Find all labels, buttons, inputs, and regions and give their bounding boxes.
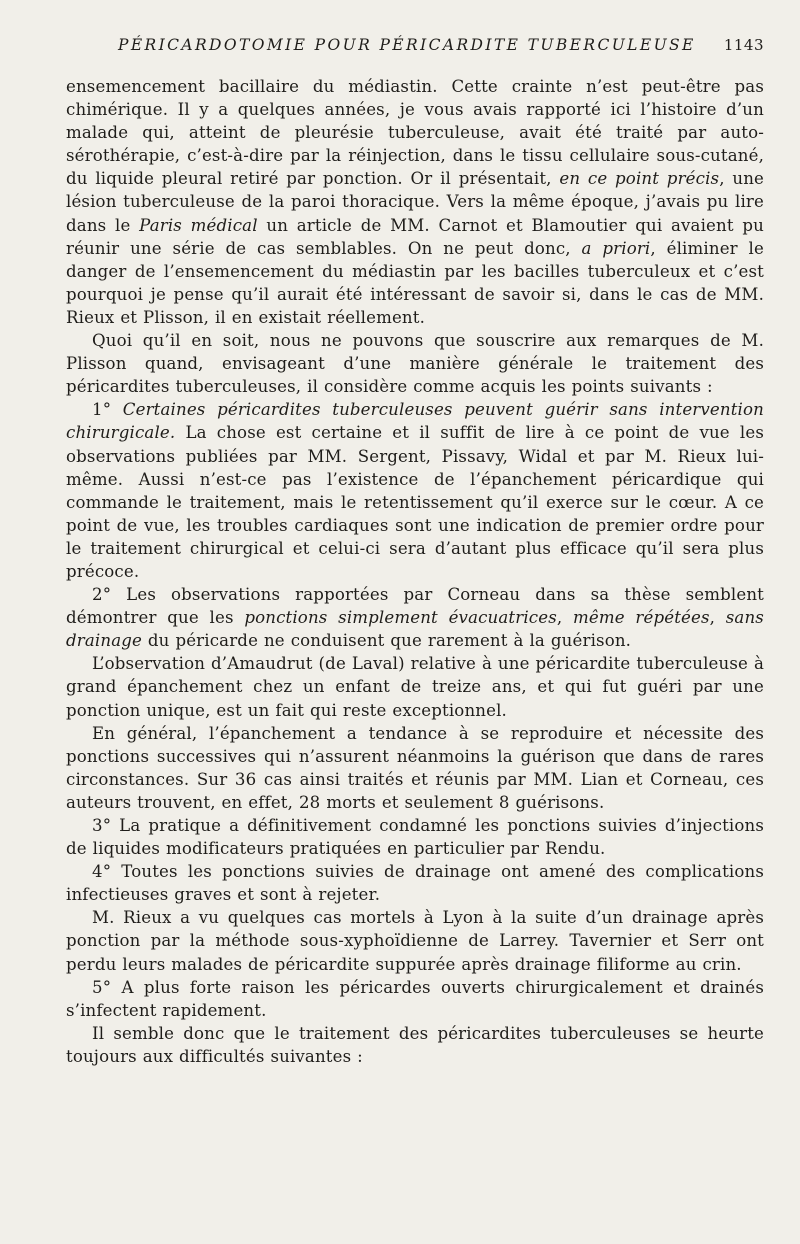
text-run: La chose est certaine et il suffit de lire à ce point de vue les observations publiées par MM. Sergent, Pissavy, Widal et par M. Rieux lui-même. Aussi n’est-ce pas l’existence de l’épanchement péricardique qui commande le traitement, mais le retentissement qu’il exerce sur le cœur. A ce point de vue, les troubles cardiaques sont une indication de premier ordre pour le traitement chirurgical et celui-ci sera d’autant plus efficace qu’il sera plus précoce. xyxy=(66,423,764,581)
italic-text: sans drainage xyxy=(66,608,764,651)
paragraph xyxy=(66,398,764,583)
page-number: 1143 xyxy=(723,36,764,54)
running-title: PÉRICARDOTOMIE POUR PÉRICARDITE TUBERCULEUSE xyxy=(118,36,696,54)
text-run: , éliminer le danger de l’ensemencement du médiastin par les bacilles tuberculeux et c’est pourquoi je pense qu’il aurait été intéressant de savoir si, dans le cas de MM. Rieux et Plisson, il en existait réellement. xyxy=(66,238,764,327)
paragraph xyxy=(66,652,764,721)
italic-text: Paris médical xyxy=(139,215,258,235)
paragraph xyxy=(66,583,764,652)
text-run: 2° Les observations rapportées par Corneau dans sa thèse semblent démontrer que les xyxy=(66,585,764,628)
running-head xyxy=(66,36,764,62)
text-run: , xyxy=(709,608,726,628)
italic-text: ponctions simplement évacuatrices xyxy=(244,608,557,628)
text-run: du péricarde ne conduisent que rarement à la guérison. xyxy=(141,631,632,651)
paragraph xyxy=(66,329,764,398)
text-run: En général, l’épanchement a tendance à se reproduire et nécessite des ponctions successives qui n’assurent néanmoins la guérison que dans de rares circonstances. Sur 36 cas ainsi traités et réunis par MM. Lian et Corneau, ces auteurs trouvent, en effet, 28 morts et seulement 8 guérisons. xyxy=(66,723,764,812)
italic-text: Certaines péricardites tuberculeuses peuvent guérir sans intervention chirurgicale. xyxy=(66,400,764,443)
text-run: 1° xyxy=(92,400,123,420)
text-run: 5° A plus forte raison les péricardes ouverts chirurgicalement et drainés s’infectent rapidement. xyxy=(66,977,764,1020)
text-run: 3° La pratique a définitivement condamné les ponctions suivies d’injections de liquides modificateurs pratiquées en particulier par Rendu. xyxy=(66,816,764,859)
text-run: ensemencement bacillaire du médiastin. Cette crainte n’est peut-être pas chimérique. Il y a quelques années, je vous avais rapporté ici l’histoire d’un malade qui, atteint de pleurésie tuberculeuse, avait été traité par auto-sérothérapie, c’est-à-dire par la réinjection, dans le tissu cellulaire sous-cutané, du liquide pleural retiré par ponction. Or il présentait, xyxy=(66,77,764,189)
paragraph xyxy=(66,722,764,814)
text-run: un article de MM. Carnot et Blamoutier qui avaient pu réunir une série de cas semblables. On ne peut donc, xyxy=(66,215,764,258)
text-run: , une lésion tuberculeuse de la paroi thoracique. Vers la même époque, j’avais pu lire dans le xyxy=(66,169,765,235)
paragraph xyxy=(66,1022,764,1068)
paragraph xyxy=(66,814,764,860)
text-run: Quoi qu’il en soit, nous ne pouvons que souscrire aux remarques de M. Plisson quand, envisageant d’une manière générale le traitement des péricardites tuberculeuses, il considère comme acquis les points suivants : xyxy=(66,331,764,397)
italic-text: même répétées xyxy=(573,608,710,628)
text-run: Il semble donc que le traitement des péricardites tuberculeuses se heurte toujours aux difficultés suivantes : xyxy=(66,1023,764,1066)
text-run: L’observation d’Amaudrut (de Laval) relative à une péricardite tuberculeuse à grand épanchement chez un enfant de treize ans, et qui fut guéri par une ponction unique, est un fait qui reste exceptionnel. xyxy=(66,654,764,720)
italic-text: en ce point précis xyxy=(559,169,720,189)
text-run: , xyxy=(556,608,573,628)
body-text xyxy=(66,75,764,1068)
paragraph xyxy=(66,860,764,906)
text-run: M. Rieux a vu quelques cas mortels à Lyon à la suite d’un drainage après ponction par la méthode sous-xyphoïdienne de Larrey. Tavernier et Serr ont perdu leurs malades de péricardite suppurée après drainage filiforme au crin. xyxy=(66,908,764,974)
italic-text: a priori xyxy=(581,238,651,258)
paragraph xyxy=(66,976,764,1022)
text-run: 4° Toutes les ponctions suivies de drainage ont amené des complications infectieuses graves et sont à rejeter. xyxy=(66,862,764,905)
paragraph xyxy=(66,906,764,975)
paragraph xyxy=(66,75,764,329)
